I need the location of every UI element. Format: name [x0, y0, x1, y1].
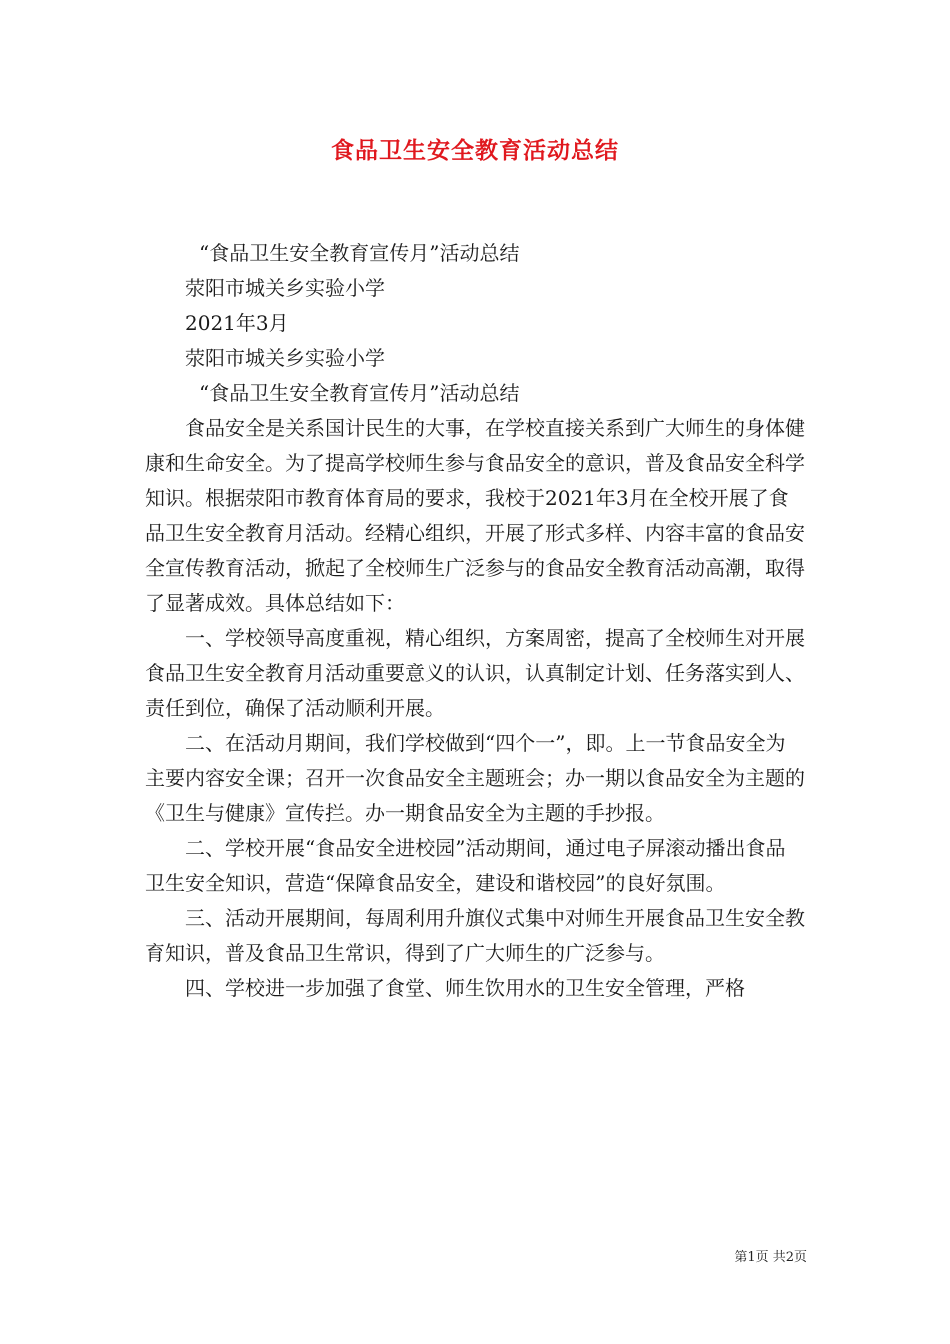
school-name-paragraph: 荥阳市城关乡实验小学 — [185, 276, 385, 300]
page-number-footer: 第1页 共2页 — [734, 1250, 807, 1265]
school-name-paragraph-2: 荥阳市城关乡实验小学 — [185, 346, 385, 370]
subtitle-paragraph: “食品卫生安全教育宣传月”活动总结 — [199, 241, 520, 265]
intro-paragraph: 食品安全是关系国计民生的大事，在学校直接关系到广大师生的身体健康和生命安全。为了提高学校师生参与食品安全的意识，普及食品安全科学知识。根据荥阳市教育体育局的要求，我校于2021年3月在全校开展了食品卫生安全教育月活动。经精心组织，开展了形式多样、内容丰富的食品安全宣传教育活动，掀起了全校师生广泛参与的食品安全教育活动高潮，取得了显著成效。具体总结如下： — [145, 416, 805, 615]
document-title: 食品卫生安全教育活动总结 — [331, 137, 619, 164]
section-2-paragraph: 二、在活动月期间，我们学校做到“四个一”，即。上一节食品安全为主要内容安全课；召开一次食品安全主题班会；办一期以食品安全为主题的《卫生与健康》宣传拦。办一期食品安全为主题的手抄报。 — [145, 731, 805, 825]
document-body — [145, 236, 805, 1006]
section-2b-paragraph: 二、学校开展“食品安全进校园”活动期间，通过电子屏滚动播出食品卫生安全知识，营造“保障食品安全，建设和谐校园”的良好氛围。 — [145, 836, 786, 895]
section-3-paragraph: 三、活动开展期间，每周利用升旗仪式集中对师生开展食品卫生安全教育知识，普及食品卫生常识，得到了广大师生的广泛参与。 — [145, 906, 805, 965]
subtitle-paragraph-2: “食品卫生安全教育宣传月”活动总结 — [199, 381, 520, 405]
section-4-paragraph: 四、学校进一步加强了食堂、师生饮用水的卫生安全管理，严格 — [185, 976, 745, 1000]
section-1-paragraph: 一、学校领导高度重视，精心组织，方案周密，提高了全校师生对开展食品卫生安全教育月活动重要意义的认识，认真制定计划、任务落实到人、责任到位，确保了活动顺利开展。 — [145, 626, 805, 720]
date-paragraph: 2021年3月 — [185, 311, 289, 335]
